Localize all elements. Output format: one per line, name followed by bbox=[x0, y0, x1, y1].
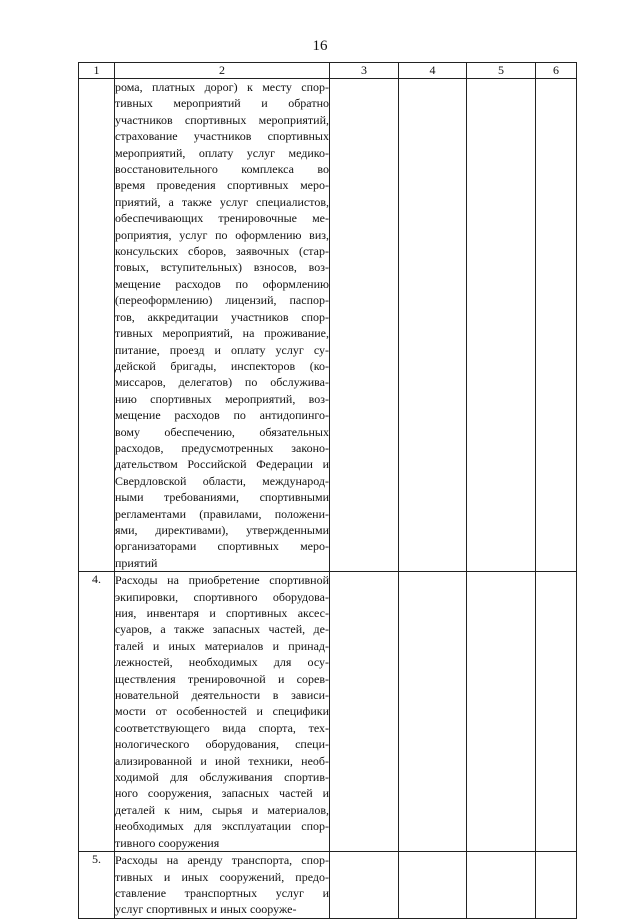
description-line: тивного сооружения bbox=[115, 835, 220, 850]
description-line: питание, проезд и оплату услуг су- bbox=[115, 342, 329, 357]
description-line: ходимой для обслуживания спортив- bbox=[115, 770, 329, 785]
description-line: рома, платных дорог) к месту спор- bbox=[115, 80, 329, 94]
description-line: (переоформлению) лицензий, паспор- bbox=[115, 293, 329, 308]
description-line: Свердловской области, международ- bbox=[115, 473, 329, 488]
table-row bbox=[79, 572, 577, 852]
row-number: 4. bbox=[79, 572, 115, 852]
description-line: деталей к ним, сырья и материалов, bbox=[115, 802, 329, 817]
description-line: ного сооружения, запасных частей и bbox=[115, 786, 329, 801]
description-line: участников спортивных мероприятий, bbox=[115, 112, 329, 127]
empty-cell bbox=[330, 852, 399, 919]
description-line: приятий, а также услуг специалистов, bbox=[115, 194, 329, 209]
empty-cell bbox=[399, 852, 467, 919]
row-number bbox=[79, 79, 115, 572]
empty-cell bbox=[330, 79, 399, 572]
description-line: роприятия, услуг по оформлению виз, bbox=[115, 227, 329, 242]
description-line: ными требованиями, спортивными bbox=[115, 490, 329, 505]
column-header: 6 bbox=[536, 63, 577, 79]
description-line: тивных мероприятий, на проживание, bbox=[115, 326, 329, 341]
table-header-row bbox=[79, 63, 577, 79]
empty-cell bbox=[536, 852, 577, 919]
column-header: 2 bbox=[115, 63, 330, 79]
description-line: организаторами спортивных меро- bbox=[115, 539, 329, 554]
description-line: нологического оборудования, специ- bbox=[115, 737, 329, 752]
description-line: ществления тренировочной и сорев- bbox=[115, 671, 329, 686]
empty-cell bbox=[536, 79, 577, 572]
description-line: талей и иных материалов и принад- bbox=[115, 638, 329, 653]
page-number: 16 bbox=[312, 38, 328, 54]
description-line: мещение расходов по оформлению bbox=[115, 276, 329, 291]
column-header: 1 bbox=[79, 63, 115, 79]
description-line: расходов, предусмотренных законо- bbox=[115, 440, 329, 455]
empty-cell bbox=[536, 572, 577, 852]
empty-cell bbox=[467, 79, 536, 572]
description-line: суаров, а также запасных частей, де- bbox=[115, 622, 329, 637]
empty-cell bbox=[399, 79, 467, 572]
empty-cell bbox=[399, 572, 467, 852]
description-line: восстановительного комплекса во bbox=[115, 162, 329, 177]
description-line: мещение расходов по антидопинго- bbox=[115, 408, 329, 423]
description-line: Расходы на приобретение спортивной bbox=[115, 573, 329, 588]
description-line: ализированной и иной техники, необ- bbox=[115, 753, 329, 768]
row-description bbox=[115, 852, 330, 919]
description-line: услуг спортивных и иных сооруже- bbox=[115, 902, 297, 917]
row-description bbox=[115, 79, 330, 572]
description-line: обеспечивающих тренировочные ме- bbox=[115, 211, 329, 226]
description-line: экипировки, спортивного оборудова- bbox=[115, 589, 329, 604]
empty-cell bbox=[467, 572, 536, 852]
column-header: 5 bbox=[467, 63, 536, 79]
description-line: необходимых для эксплуатации спор- bbox=[115, 819, 329, 834]
description-line: Расходы на аренду транспорта, спор- bbox=[115, 853, 329, 868]
description-line: мероприятий, оплату услуг медико- bbox=[115, 145, 329, 160]
description-line: товых, вступительных) взносов, воз- bbox=[115, 260, 329, 275]
empty-cell bbox=[467, 852, 536, 919]
column-header: 4 bbox=[399, 63, 467, 79]
description-line: тивных и иных сооружений, предо- bbox=[115, 869, 329, 884]
description-line: вому обеспечению, обязательных bbox=[115, 424, 329, 439]
column-header: 3 bbox=[330, 63, 399, 79]
row-description bbox=[115, 572, 330, 852]
expense-table bbox=[78, 62, 577, 919]
description-line: миссаров, делегатов) по обслужива- bbox=[115, 375, 329, 390]
description-line: дейской бригады, инспекторов (ко- bbox=[115, 358, 329, 373]
table-row bbox=[79, 79, 577, 572]
table-row bbox=[79, 852, 577, 919]
description-line: страхование участников спортивных bbox=[115, 129, 329, 144]
description-line: новательной деятельности в зависи- bbox=[115, 688, 329, 703]
description-line: мости от особенностей и специфики bbox=[115, 704, 329, 719]
description-line: регламентами (правилами, положени- bbox=[115, 506, 329, 521]
description-line: тов, аккредитации участников спор- bbox=[115, 309, 329, 324]
empty-cell bbox=[330, 572, 399, 852]
description-line: консульских сборов, заявочных (стар- bbox=[115, 244, 329, 259]
description-line: соответствующего вида спорта, тех- bbox=[115, 720, 329, 735]
description-line: дательством Российской Федерации и bbox=[115, 457, 329, 472]
description-line: нию спортивных мероприятий, воз- bbox=[115, 391, 329, 406]
row-number: 5. bbox=[79, 852, 115, 919]
description-line: ния, инвентаря и спортивных аксес- bbox=[115, 606, 329, 620]
description-line: ставление транспортных услуг и bbox=[115, 885, 329, 900]
description-line: тивных мероприятий и обратно bbox=[115, 96, 329, 111]
description-line: приятий bbox=[115, 555, 158, 570]
description-line: лежностей, необходимых для осу- bbox=[115, 655, 329, 670]
description-line: ями, директивами), утвержденными bbox=[115, 522, 329, 537]
description-line: время проведения спортивных меро- bbox=[115, 178, 329, 193]
